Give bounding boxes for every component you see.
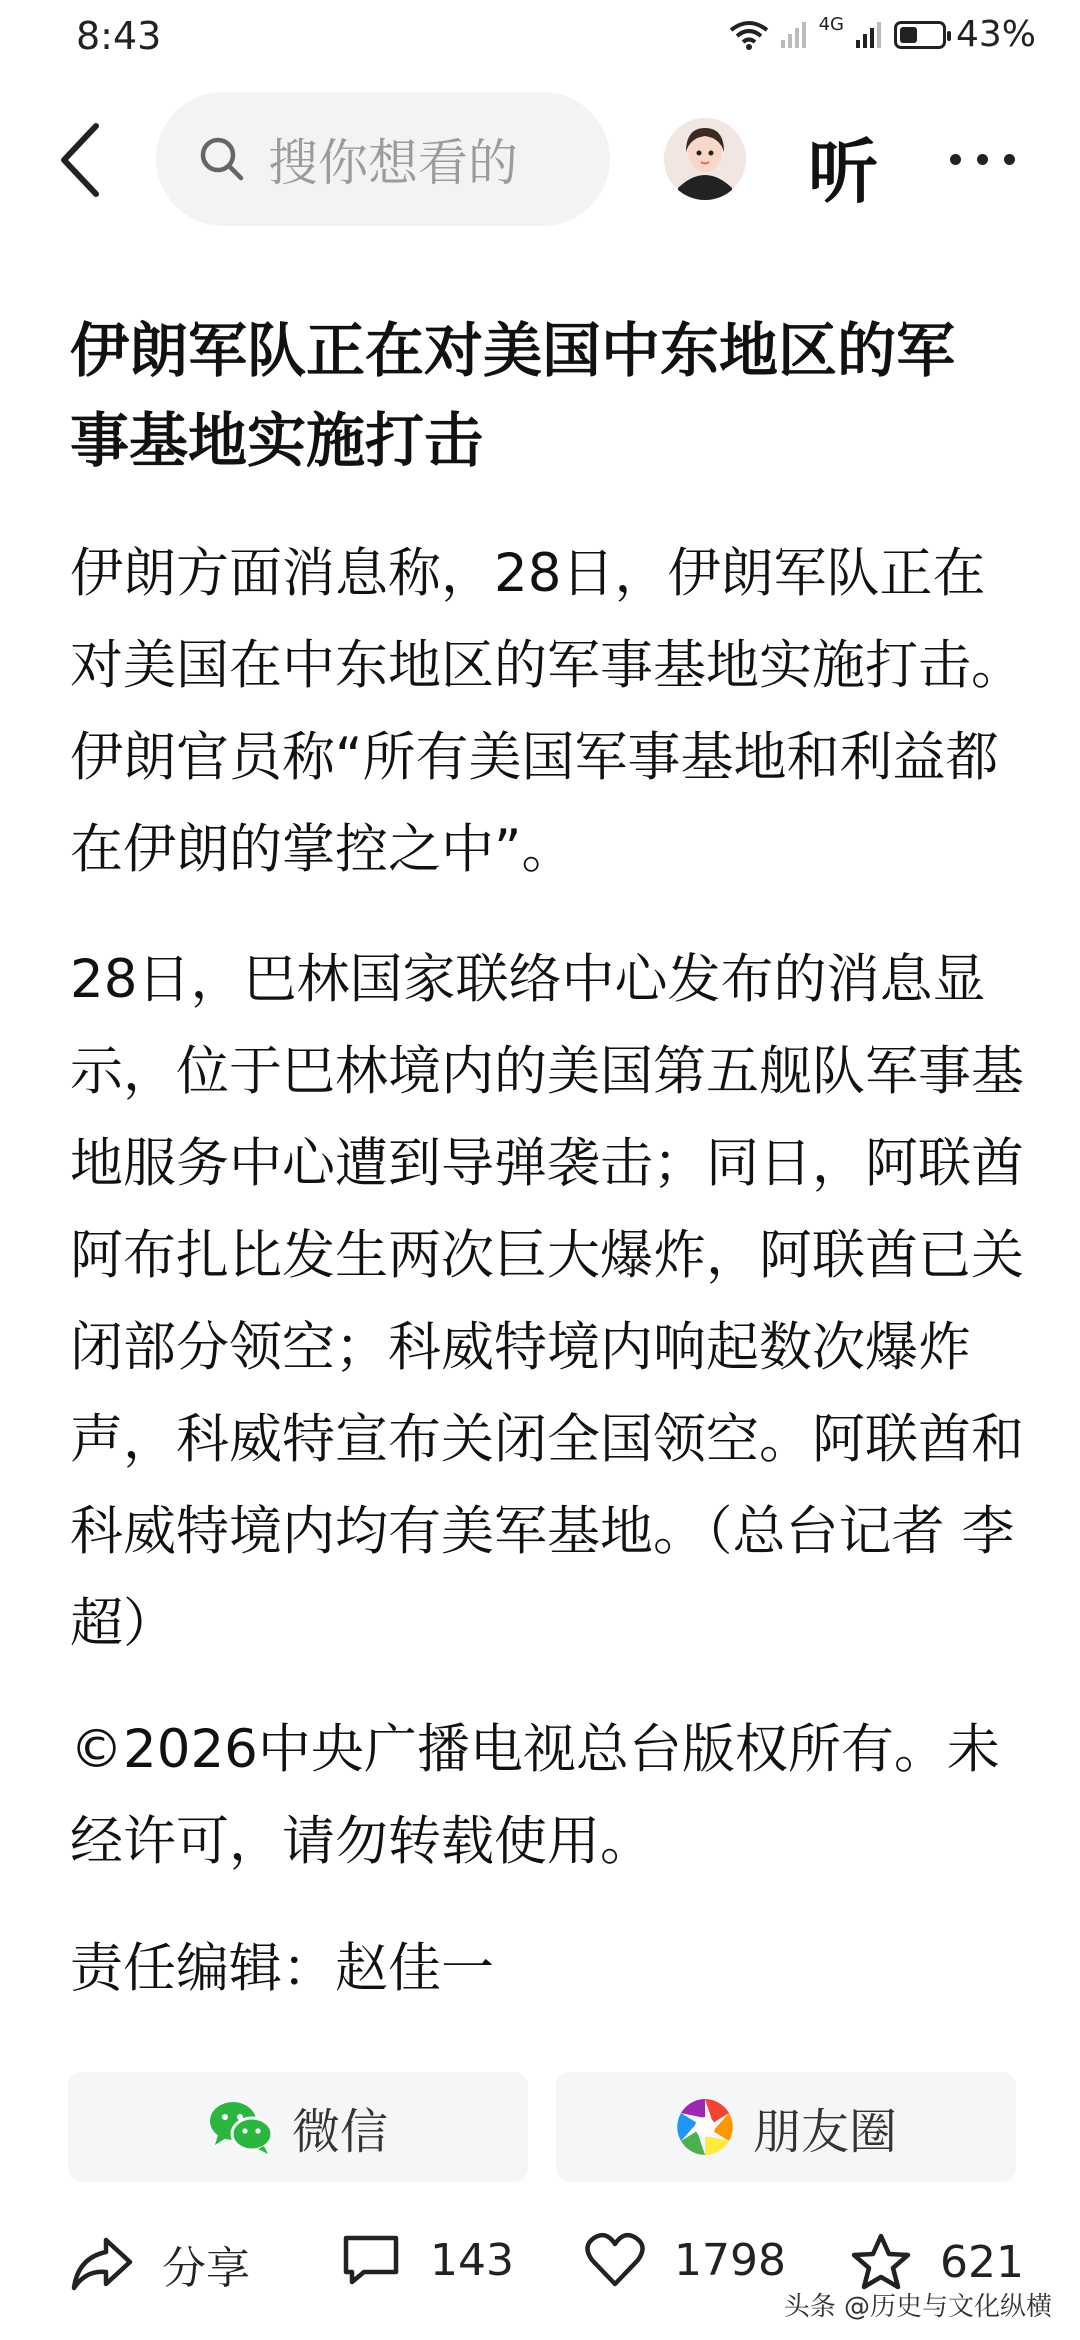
listen-button[interactable]: 听 [808, 131, 878, 213]
battery-fill [900, 27, 917, 43]
more-dot [977, 154, 988, 165]
signal-icon-1 [779, 20, 809, 50]
battery-icon [894, 21, 946, 49]
search-icon [198, 135, 246, 183]
status-icons [729, 14, 1036, 55]
more-dot [1004, 154, 1015, 165]
signal-icon-2 [854, 20, 884, 50]
search-placeholder: 搜你想看的 [268, 134, 518, 192]
favorite-icon [850, 2232, 912, 2292]
like-icon [584, 2232, 646, 2288]
moments-icon [675, 2097, 735, 2157]
like-count: 1798 [674, 2234, 786, 2286]
more-dot [950, 154, 961, 165]
wechat-label: 微信 [291, 2103, 388, 2160]
comment-icon [340, 2232, 402, 2288]
back-icon[interactable] [52, 120, 112, 200]
share-moments-button[interactable] [556, 2072, 1016, 2182]
like-button[interactable] [584, 2232, 786, 2288]
share-icon [70, 2236, 134, 2292]
favorite-count: 621 [940, 2236, 1024, 2288]
top-nav [0, 90, 1080, 230]
copyright-notice: ©2026中央广播电视总台版权所有。未经许可，请勿转载使用。 [70, 1719, 1000, 1872]
article-title: 伊朗军队正在对美国中东地区的军事基地实施打击 [70, 316, 956, 475]
wechat-icon [208, 2099, 274, 2155]
comment-count: 143 [430, 2234, 514, 2286]
editor-credit: 责任编辑：赵佳一 [70, 1938, 494, 1999]
article-paragraph: 伊朗方面消息称，28日，伊朗军队正在对美国在中东地区的军事基地实施打击。伊朗官员称“所有美国军事基地和利益都在伊朗的掌控之中”。 [70, 543, 1024, 880]
status-time: 8:43 [76, 14, 162, 58]
share-label: 分享 [162, 2243, 250, 2294]
watermark: 头条 @历史与文化纵横 [783, 2292, 1052, 2322]
avatar[interactable] [664, 118, 746, 200]
wifi-icon [729, 20, 769, 50]
avatar-image [664, 118, 746, 200]
more-icon[interactable] [950, 154, 1015, 165]
article-paragraph: 28日，巴林国家联络中心发布的消息显示，位于巴林境内的美国第五舰队军事基地服务中心遭到导弹袭击；同日，阿联酋阿布扎比发生两次巨大爆炸，阿联酋已关闭部分领空；科威特境内响起数次爆炸声，科威特宣布关闭全国领空。阿联酋和科威特境内均有美军基地。（总台记者 李超） [70, 949, 1024, 1654]
status-bar [0, 0, 1080, 76]
network-label: 4G [818, 14, 844, 35]
share-wechat-button[interactable] [68, 2072, 528, 2182]
moments-label: 朋友圈 [752, 2103, 897, 2160]
battery-percent: 43% [955, 14, 1036, 55]
share-button[interactable] [70, 2232, 250, 2296]
search-input[interactable] [156, 92, 610, 226]
comment-button[interactable] [340, 2232, 514, 2288]
favorite-button[interactable] [850, 2232, 1024, 2292]
